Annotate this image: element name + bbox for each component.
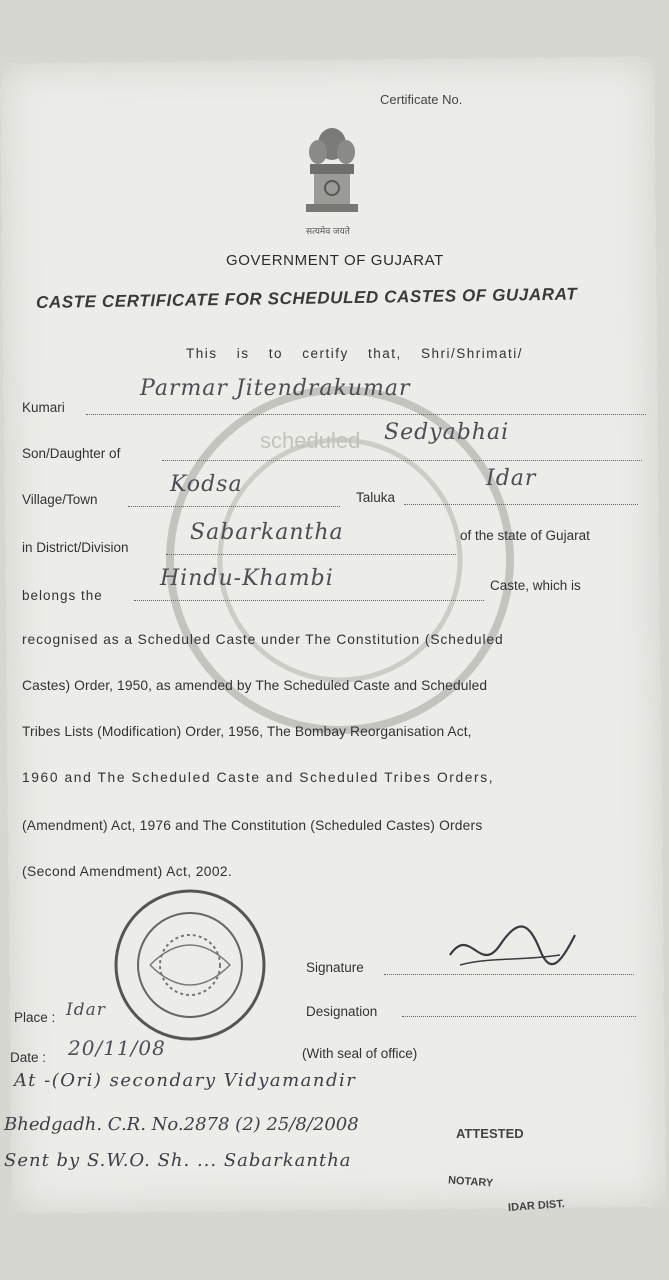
taluka-dotted-line bbox=[404, 504, 638, 505]
belongs-label: belongs the bbox=[22, 588, 103, 603]
taluka-value: Idar bbox=[486, 466, 537, 491]
seal-label: (With seal of office) bbox=[302, 1046, 418, 1061]
place-value: Idar bbox=[66, 1000, 106, 1020]
kumari-dotted-line bbox=[86, 414, 646, 415]
district-value: Sabarkantha bbox=[190, 520, 344, 545]
handwritten-note-1: At -(Ori) secondary Vidyamandir bbox=[14, 1070, 357, 1091]
taluka-label: Taluka bbox=[356, 490, 396, 505]
body-line-5: (Amendment) Act, 1976 and The Constitution (Scheduled Castes) Orders bbox=[22, 818, 483, 833]
place-label: Place : bbox=[14, 1010, 56, 1025]
attested-stamp: ATTESTED bbox=[456, 1126, 524, 1141]
intro-line: This is to certify that, Shri/Shrimati/ bbox=[186, 346, 524, 361]
body-line-2: Castes) Order, 1950, as amended by The Scheduled Caste and Scheduled bbox=[22, 678, 488, 693]
parent-dotted-line bbox=[162, 460, 642, 461]
notary-place: IDAR DIST. bbox=[507, 1198, 566, 1214]
notary-stamp: NOTARY bbox=[447, 1174, 494, 1190]
kumari-value: Parmar Jitendrakumar bbox=[140, 376, 411, 401]
village-dotted-line bbox=[128, 506, 340, 507]
government-heading: GOVERNMENT OF GUJARAT bbox=[226, 252, 444, 269]
national-emblem-icon bbox=[300, 122, 364, 222]
parent-value: Sedyabhai bbox=[384, 420, 510, 445]
office-round-stamp bbox=[110, 885, 270, 1045]
designation-label: Designation bbox=[306, 1004, 378, 1019]
village-label: Village/Town bbox=[22, 492, 98, 507]
emblem-caption: सत्यमेव जयते bbox=[306, 226, 350, 236]
belongs-dotted-line bbox=[134, 600, 484, 601]
designation-dotted-line bbox=[402, 1016, 636, 1017]
district-suffix: of the state of Gujarat bbox=[460, 528, 590, 543]
caste-suffix: Caste, which is bbox=[490, 578, 581, 593]
handwritten-note-2: Bhedgadh. C.R. No.2878 (2) 25/8/2008 bbox=[4, 1114, 359, 1135]
body-line-4: 1960 and The Scheduled Caste and Scheduled Tribes Orders, bbox=[22, 770, 495, 785]
signature-label: Signature bbox=[306, 960, 364, 975]
body-line-1: recognised as a Scheduled Caste under The Constitution (Scheduled bbox=[22, 632, 504, 647]
watermark-text: scheduled bbox=[260, 428, 361, 453]
handwritten-note-3: Sent by S.W.O. Sh. ... Sabarkantha bbox=[4, 1150, 352, 1171]
district-dotted-line bbox=[166, 554, 456, 555]
body-line-6: (Second Amendment) Act, 2002. bbox=[22, 864, 233, 879]
district-label: in District/Division bbox=[22, 540, 129, 555]
signature-dotted-line bbox=[384, 974, 634, 975]
village-value: Kodsa bbox=[170, 472, 243, 497]
body-line-3: Tribes Lists (Modification) Order, 1956, The Bombay Reorganisation Act, bbox=[22, 724, 472, 739]
parent-label: Son/Daughter of bbox=[22, 446, 121, 461]
date-label: Date : bbox=[10, 1050, 47, 1065]
certificate-number-label: Certificate No. bbox=[380, 92, 463, 107]
kumari-label: Kumari bbox=[22, 400, 65, 415]
certificate-title: CASTE CERTIFICATE FOR SCHEDULED CASTES OF GUJARAT bbox=[35, 284, 578, 312]
belongs-value: Hindu-Khambi bbox=[160, 566, 334, 591]
date-value: 20/11/08 bbox=[68, 1036, 166, 1060]
